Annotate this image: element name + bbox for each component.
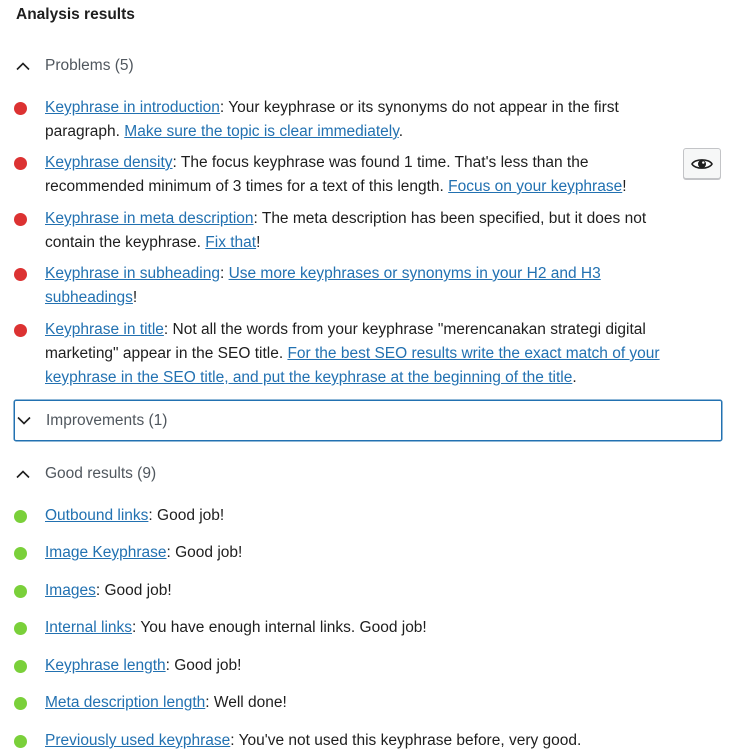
problem-item: [14, 318, 674, 390]
keyphrase-in-introduction-link[interactable]: Keyphrase in introduction: [45, 99, 220, 116]
problem-bullet-icon: [14, 213, 27, 226]
problem-text: : Not all the words from your keyphrase "merencanakan strategi digital marketing" appear in the SEO title.: [45, 321, 646, 362]
image-keyphrase-link[interactable]: Image Keyphrase: [45, 544, 167, 561]
good-result-text: : Good job!: [95, 582, 172, 599]
best-seo-results-link[interactable]: For the best SEO results write the exact match of your keyphrase in the SEO title, and put the keyphrase at the beginning of the title: [45, 345, 660, 386]
good-result-item: [14, 691, 674, 715]
good-bullet-icon: [14, 547, 27, 560]
good-results-section-label: Good results (9): [45, 465, 157, 482]
keyphrase-density-link[interactable]: Keyphrase density: [45, 154, 173, 171]
good-result-text: : Good job!: [166, 544, 243, 561]
good-bullet-icon: [14, 660, 27, 673]
eye-icon: [691, 157, 713, 171]
good-results-section-toggle[interactable]: [14, 454, 722, 494]
images-link[interactable]: Images: [45, 582, 96, 599]
problem-bullet-icon: [14, 324, 27, 337]
keyphrase-length-link[interactable]: Keyphrase length: [45, 657, 166, 674]
make-sure-topic-clear-link[interactable]: Make sure the topic is clear immediately: [124, 123, 399, 140]
problem-text: : Your keyphrase or its synonyms do not appear in the first paragraph.: [45, 99, 619, 140]
highlight-eye-button[interactable]: [683, 148, 721, 179]
problem-text: :: [219, 265, 229, 282]
problem-item: [14, 151, 674, 199]
problem-bullet-icon: [14, 268, 27, 281]
good-result-text: : You've not used this keyphrase before, very good.: [230, 732, 582, 749]
previously-used-keyphrase-link[interactable]: Previously used keyphrase: [45, 732, 231, 749]
good-result-item: [14, 504, 674, 528]
good-result-text: : Good job!: [165, 657, 242, 674]
chevron-up-icon: [16, 59, 30, 73]
problem-item: [14, 207, 674, 255]
good-bullet-icon: [14, 510, 27, 523]
analysis-results-title: Analysis results: [16, 6, 135, 23]
good-result-item: [14, 616, 674, 640]
problem-item: [14, 262, 674, 310]
chevron-up-icon: [16, 467, 30, 481]
meta-description-length-link[interactable]: Meta description length: [45, 694, 206, 711]
problem-tail: .: [572, 369, 577, 386]
chevron-down-icon: [17, 414, 31, 428]
problem-tail: !: [132, 289, 138, 306]
good-result-item: [14, 579, 674, 603]
good-result-item: [14, 654, 674, 678]
focus-on-keyphrase-link[interactable]: Focus on your keyphrase: [448, 178, 623, 195]
good-bullet-icon: [14, 585, 27, 598]
problem-tail: .: [398, 123, 404, 140]
good-result-item: [14, 729, 674, 753]
keyphrase-in-title-link[interactable]: Keyphrase in title: [45, 321, 164, 338]
good-bullet-icon: [14, 735, 27, 748]
good-bullet-icon: [14, 622, 27, 635]
problem-bullet-icon: [14, 102, 27, 115]
problem-text: : The meta description has been specified, but it does not contain the keyphrase.: [45, 210, 647, 251]
use-more-keyphrases-link[interactable]: Use more keyphrases or synonyms in your H2 and H3 subheadings: [45, 265, 601, 306]
internal-links-link[interactable]: Internal links: [45, 619, 133, 636]
problem-text: : The focus keyphrase was found 1 time. That's less than the recommended minimum of 3 times for a text of this length.: [45, 154, 589, 195]
problem-tail: !: [622, 178, 627, 195]
problem-tail: !: [256, 234, 261, 251]
good-bullet-icon: [14, 697, 27, 710]
good-result-text: : Good job!: [148, 507, 225, 524]
good-result-text: : Well done!: [205, 694, 287, 711]
fix-that-link[interactable]: Fix that: [205, 234, 257, 251]
problems-section-toggle[interactable]: [14, 46, 722, 86]
problems-section-label: Problems (5): [45, 57, 134, 74]
good-result-text: : You have enough internal links. Good job!: [132, 619, 427, 636]
problem-bullet-icon: [14, 157, 27, 170]
improvements-section-label: Improvements (1): [46, 411, 168, 429]
keyphrase-in-meta-description-link[interactable]: Keyphrase in meta description: [45, 210, 254, 227]
improvements-section-toggle[interactable]: [14, 400, 722, 441]
outbound-links-link[interactable]: Outbound links: [45, 507, 149, 524]
good-result-item: [14, 541, 674, 565]
problem-item: [14, 96, 674, 144]
keyphrase-in-subheading-link[interactable]: Keyphrase in subheading: [45, 265, 220, 282]
